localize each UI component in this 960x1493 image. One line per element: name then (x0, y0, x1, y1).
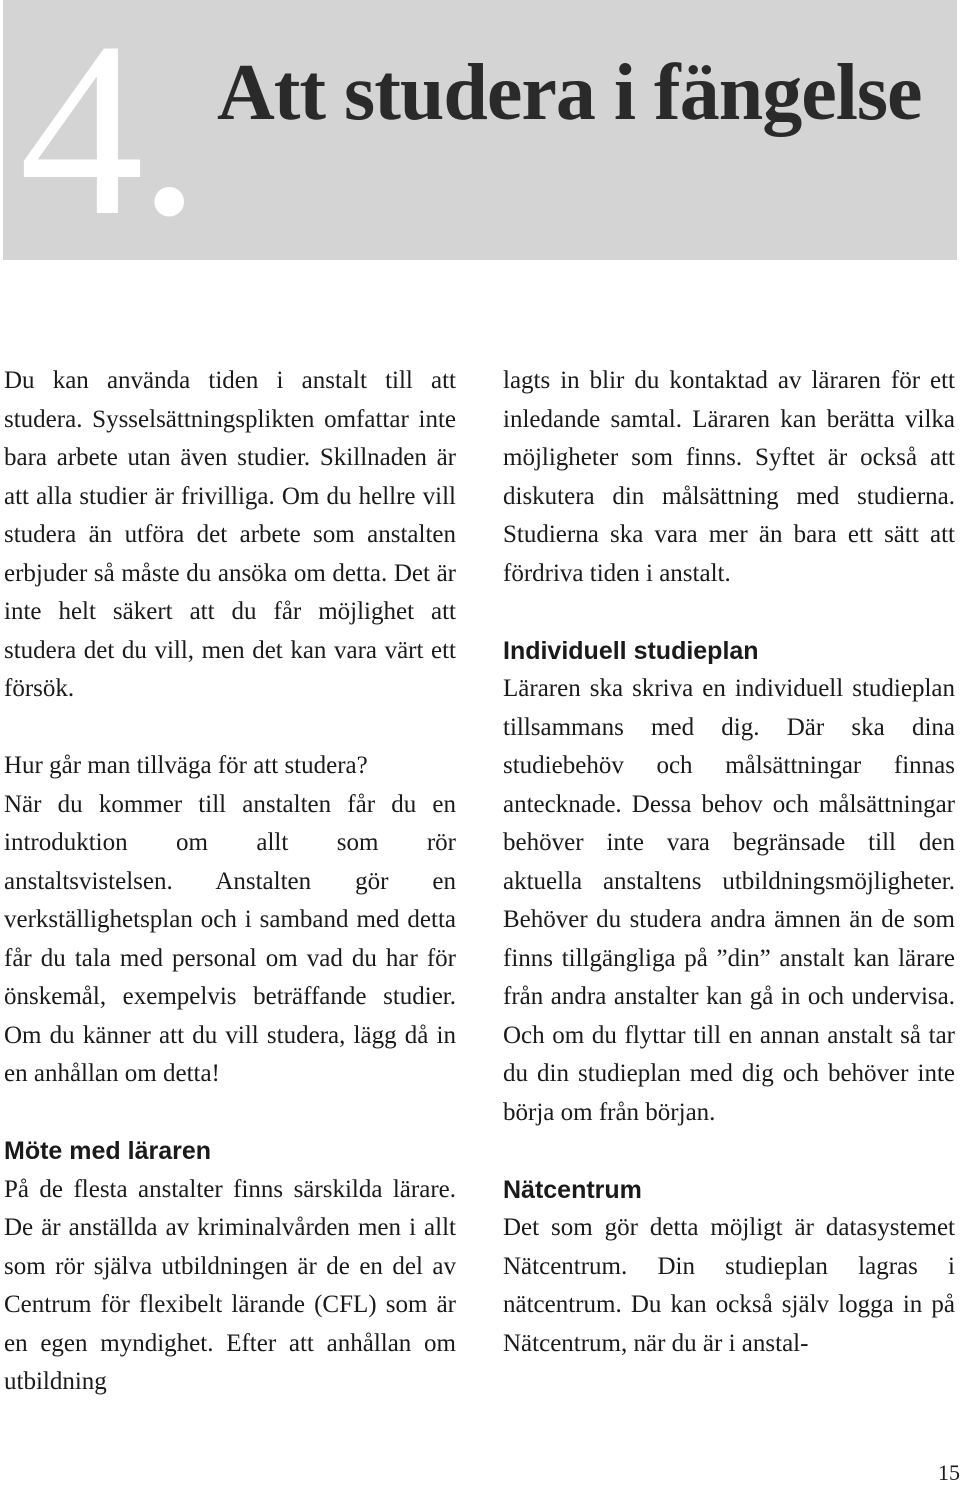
spacer (503, 1132, 955, 1171)
answer-paragraph: När du kommer till anstalten får du en introduktion om allt som rör anstaltsvistelsen. Anstalten gör en verkställighetsplan och i samband med detta får du tala med personal om vad du har för önskemål, exempelvis beträffande studier. Om du känner att du vill studera, lägg då in en anhållan om detta! (4, 790, 456, 1087)
left-column (4, 362, 456, 1402)
continuation-paragraph: lagts in blir du kontaktad av läraren för ett inledande samtal. Läraren kan berätta vilka möjligheter som finns. Syftet är också att diskutera din målsättning med studierna. Studierna ska vara mer än bara ett sätt att fördriva tiden i anstalt. (503, 367, 955, 587)
section-paragraph-mote-med-lararen: På de flesta anstalter finns särskilda lärare. De är anställda av kriminalvården men i allt som rör själva utbildningen är de en del av Centrum för flexibelt lärande (CFL) som är en egen myndighet. Efter att anhållan om utbildning (4, 1175, 456, 1395)
chapter-title: Att studera i fängelse (217, 49, 922, 137)
section-heading-mote-med-lararen: Möte med läraren (4, 1137, 212, 1165)
section-paragraph-individuell-studieplan: Läraren ska skriva en individuell studieplan tillsammans med dig. Där ska dina studiebehöv och målsättningar finnas antecknade. Dessa behov och målsättningar behöver inte vara begränsade till den aktuella anstaltens utbildningsmöjligheter. Behöver du studera andra ämnen än de som finns tillgängliga på ”din” anstalt kan lärare från andra anstalter kan gå in och undervisa. Och om du flyttar till en annan anstalt så tar du din studieplan med dig och behöver inte börja om från början. (503, 675, 955, 1126)
section-paragraph-natcentrum: Det som gör detta möjligt är datasystemet Nätcentrum. Din studieplan lagras i nätcentrum. Du kan också själv logga in på Nätcentrum, när du är i anstal- (503, 1214, 955, 1357)
section-heading-individuell-studieplan: Individuell studieplan (503, 636, 759, 665)
chapter-number: 4. (19, 0, 195, 268)
page-number: 15 (938, 1460, 960, 1485)
spacer (4, 1094, 456, 1133)
section-heading-natcentrum: Nätcentrum (503, 1175, 642, 1204)
question-line: Hur går man tillväga för att studera? (4, 752, 368, 779)
chapter-header-band (3, 0, 957, 268)
spacer (503, 593, 955, 632)
intro-paragraph: Du kan använda tiden i anstalt till att studera. Sysselsättningsplikten omfattar inte bara arbete utan även studier. Skillnaden är att alla studier är frivilliga. Om du hellre vill studera än utföra det arbete som anstalten erbjuder så måste du ansöka om detta. Det är inte helt säkert att du får möjlighet att studera det du vill, men det kan vara värt ett försök. (4, 367, 456, 702)
right-column (503, 362, 955, 1363)
